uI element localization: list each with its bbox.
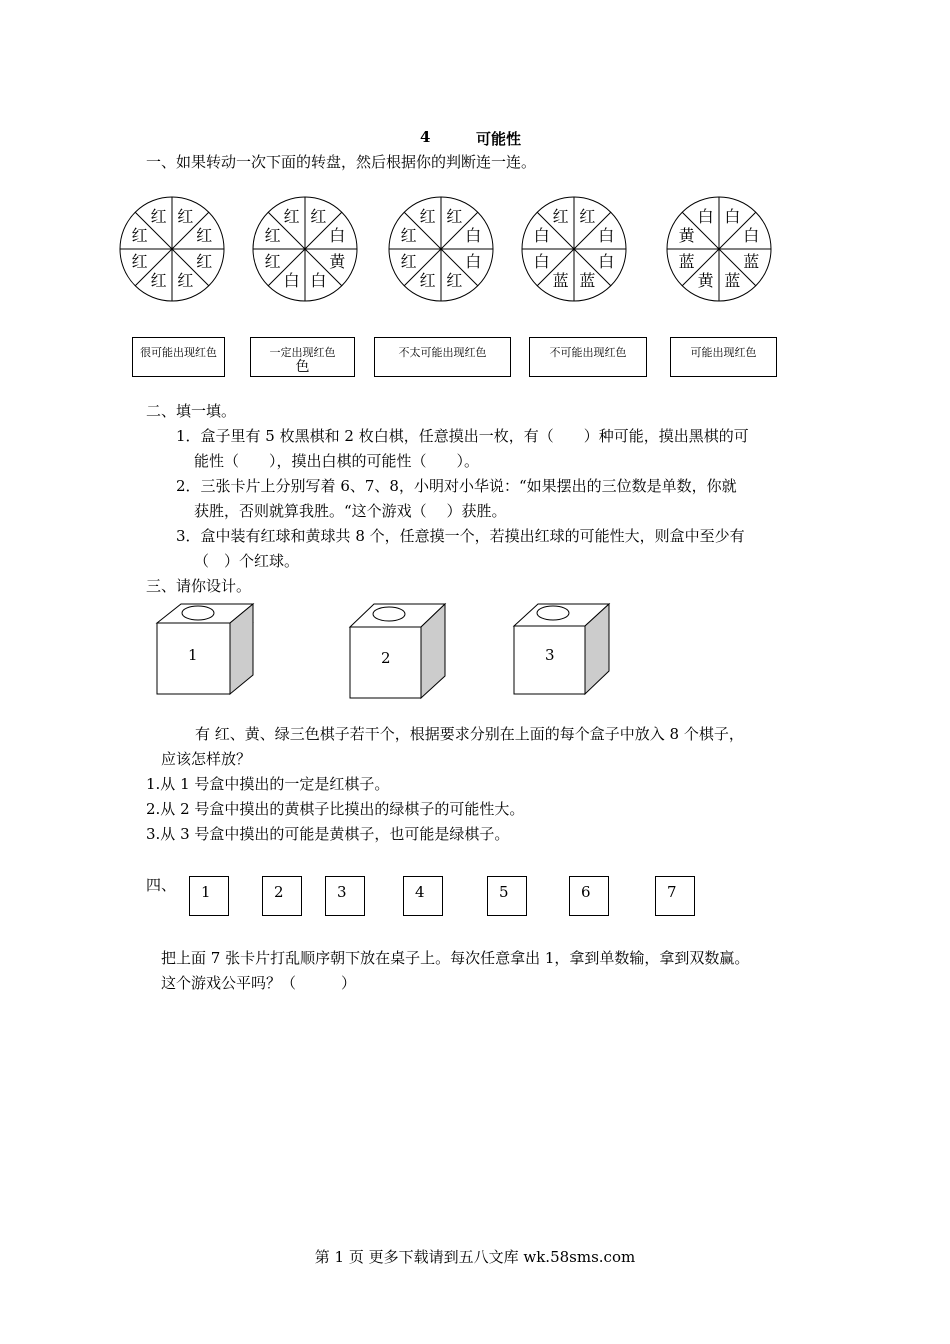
spinner-segment-label: 红 [264,252,281,272]
spinner-segment-label: 蓝 [743,252,760,272]
number-card-6: 6 [569,876,609,916]
box-2 [350,604,445,698]
number-card-5: 5 [487,876,527,916]
label-text-overflow: 色 [295,359,310,375]
box-2-label: 2 [381,649,391,667]
section3-heading: 三、请你设计。 [146,577,252,595]
spinner-segment-label: 红 [264,225,281,245]
spinner-segment-label: 白 [724,206,741,226]
spinner-segment-label: 白 [598,252,615,272]
spinner-segment-label: 红 [446,271,463,291]
number-card-4: 4 [403,876,443,916]
spinner-segment-label: 红 [177,206,194,226]
spinner-segment-label: 白 [283,271,300,291]
spinner-segment-label: 黄 [329,252,346,272]
spinner-segment-label: 红 [400,252,417,272]
spinner-segment-label: 蓝 [552,271,569,291]
section4-heading: 四、 [146,876,177,894]
page-title: 可能性 [476,130,522,148]
spinner-segment-label: 红 [419,271,436,291]
label-text: 可能出现红色 [690,346,757,359]
spinner-segment-label: 白 [465,252,482,272]
spinner-segment-label: 蓝 [579,271,596,291]
spinner-segment-label: 蓝 [724,271,741,291]
requirement-3: 3.从 3 号盒中摸出的可能是黄棋子，也可能是绿棋子。 [146,825,510,843]
spinner-segment-label: 黄 [697,271,714,291]
spinner-segment-label: 蓝 [678,252,695,272]
section2-heading: 二、填一填。 [146,402,237,420]
spinner-segment-label: 红 [419,206,436,226]
spinner-segment-label: 白 [329,225,346,245]
spinner-segment-label: 红 [552,206,569,226]
spinner-segment-label: 白 [533,225,550,245]
spinner-segment-label: 红 [177,271,194,291]
section3-intro-2: 应该怎样放？ [161,750,252,768]
box-3-label: 3 [545,646,555,664]
spinner-segment-label: 红 [131,225,148,245]
q2-line1: 2．三张卡片上分别写着 6、7、8，小明对小华说：“如果摆出的三位数是单数，你就 [176,477,737,495]
label-text: 很可能出现红色 [140,346,217,359]
requirement-1: 1.从 1 号盒中摸出的一定是红棋子。 [146,775,390,793]
spinner-segment-label: 红 [446,206,463,226]
box-1 [157,604,253,694]
spinner-segment-label: 红 [283,206,300,226]
q3-line1: 3．盒中装有红球和黄球共 8 个，任意摸一个，若摸出红球的可能性大，则盒中至少有 [176,527,745,545]
number-card-7: 7 [655,876,695,916]
spinner-segment-label: 红 [150,271,167,291]
q2-line2: 获胜，否则就算我胜。“这个游戏（ ）获胜。 [194,502,507,520]
spinner-segment-label: 白 [743,225,760,245]
q3-line2: （ ）个红球。 [194,552,300,570]
box-1-label: 1 [188,646,198,664]
q1-line2: 能性（ ），摸出白棋的可能性（ ）。 [194,452,480,470]
spinner-segment-label: 红 [400,225,417,245]
section3-intro-1: 有 红、黄、绿三色棋子若干个，根据要求分别在上面的每个盒子中放入 8 个棋子， [195,725,744,743]
spinner-segment-label: 红 [131,252,148,272]
box-3 [514,604,609,694]
section4-text-1: 把上面 7 张卡片打乱顺序朝下放在桌子上。每次任意拿出 1，拿到单数输，拿到双数赢。 [161,949,750,967]
title-number: 4 [420,128,431,146]
spinner-segment-label: 红 [310,206,327,226]
spinner-segment-label: 白 [533,252,550,272]
section1-heading: 一、如果转动一次下面的转盘，然后根据你的判断连一连。 [146,153,537,171]
label-text: 一定出现红色 [269,346,336,359]
label-text: 不太可能出现红色 [398,346,487,359]
q1-line1: 1．盒子里有 5 枚黑棋和 2 枚白棋，任意摸出一枚，有（ ）种可能，摸出黑棋的可 [176,427,749,445]
section4-text-2: 这个游戏公平吗？（ ） [161,974,357,992]
number-card-1: 1 [189,876,229,916]
spinner-segment-label: 红 [196,252,213,272]
requirement-2: 2.从 2 号盒中摸出的黄棋子比摸出的绿棋子的可能性大。 [146,800,525,818]
spinner-segment-label: 白 [697,206,714,226]
spinner-segment-label: 红 [196,225,213,245]
spinner-segment-label: 白 [465,225,482,245]
label-text: 不可能出现红色 [549,346,627,359]
spinner-segment-label: 黄 [678,225,695,245]
spinner-segment-label: 白 [598,225,615,245]
spinner-segment-label: 红 [579,206,596,226]
page-footer: 第 1 页 更多下载请到五八文库 wk.58sms.com [314,1248,636,1266]
number-card-3: 3 [325,876,365,916]
spinner-segment-label: 红 [150,206,167,226]
spinner-segment-label: 白 [310,271,327,291]
number-card-2: 2 [262,876,302,916]
